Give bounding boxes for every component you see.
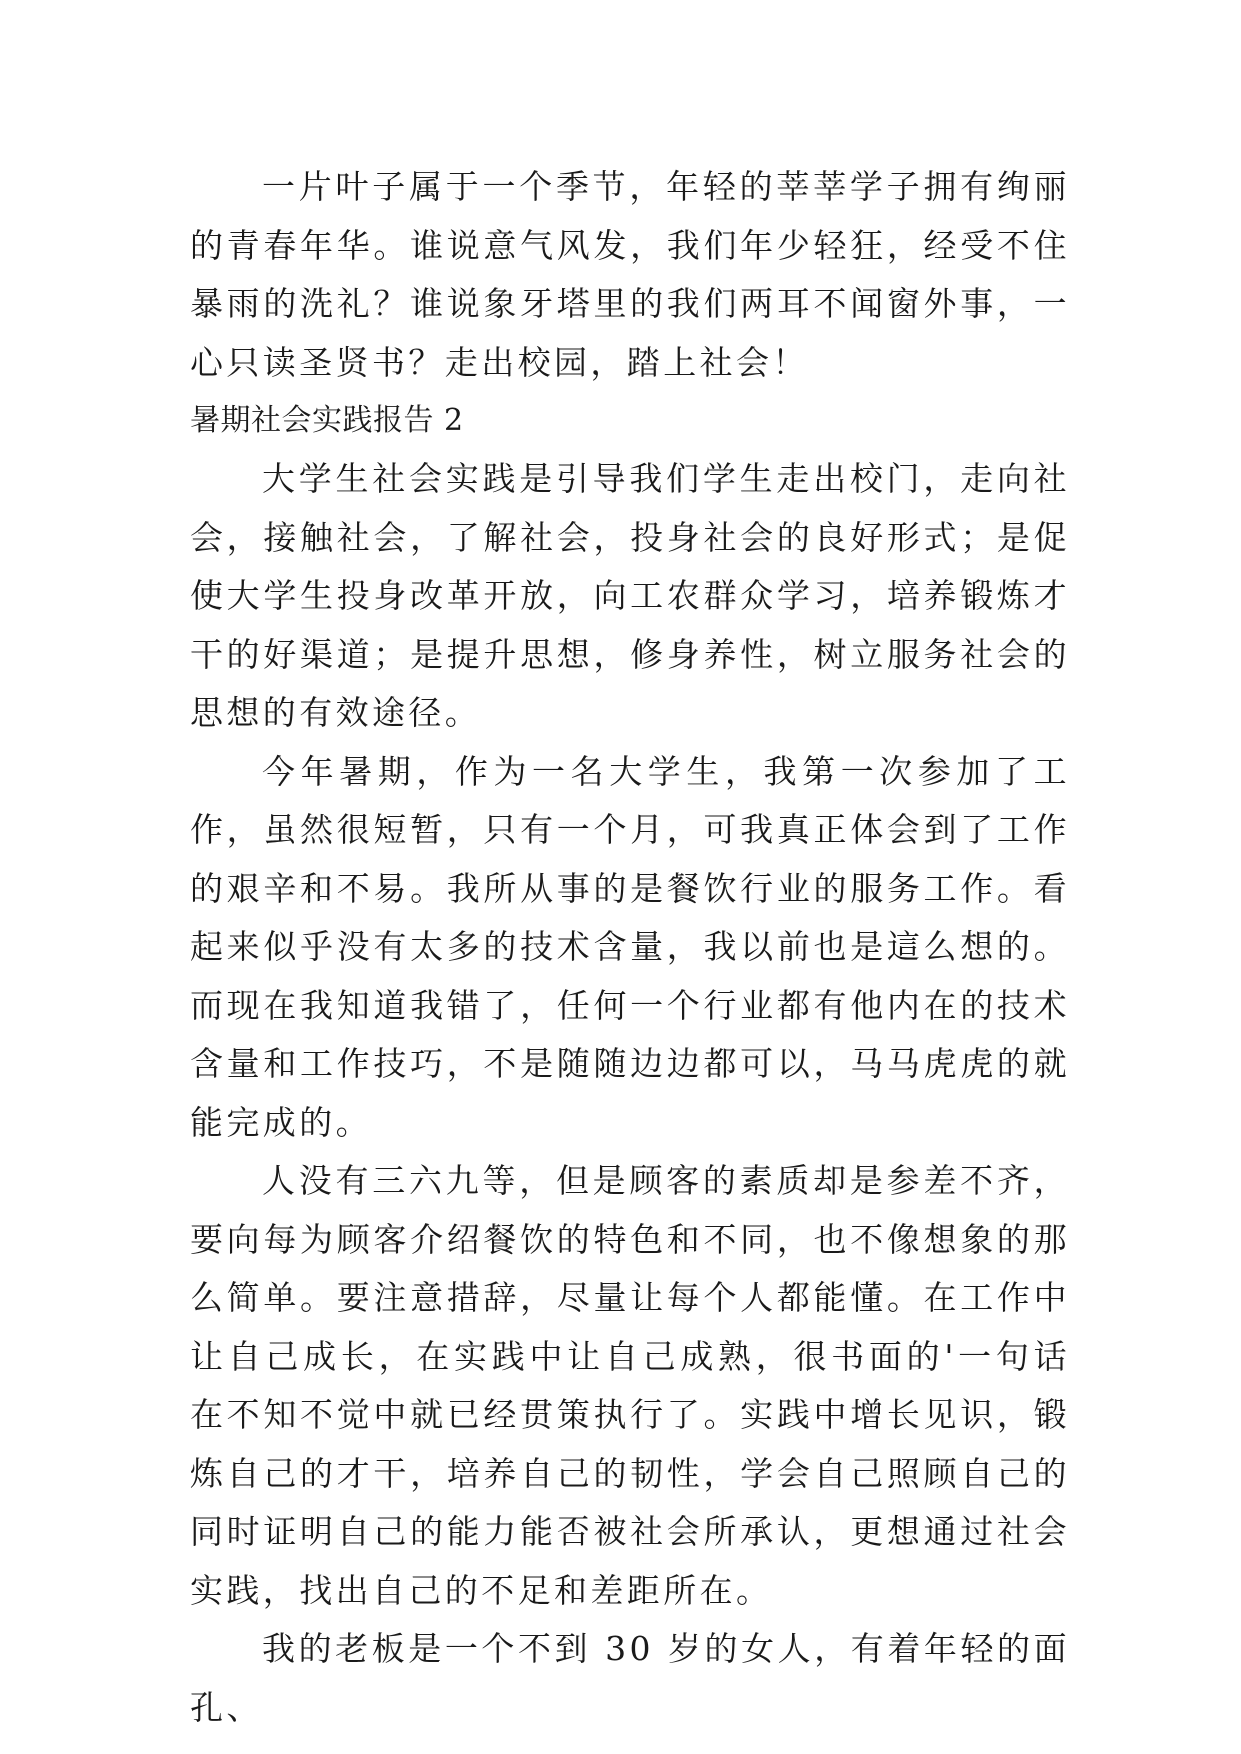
section-title: 暑期社会实践报告 2 (190, 403, 464, 438)
paragraph-2: 今年暑期，作为一名大学生，我第一次参加了工作，虽然很短暂，只有一个月，可我真正体会到了工作的艰辛和不易。我所从事的是餐饮行业的服务工作。看起来似乎没有太多的技术含量，我以前也是這么想的。而现在我知道我错了，任何一个行业都有他内在的技术含量和工作技巧，不是随随边边都可以，马马虎虎的就能完成的。 (190, 751, 1070, 1142)
intro-paragraph: 一片叶子属于一个季节，年轻的莘莘学子拥有绚丽的青春年华。谁说意气风发，我们年少轻狂，经受不住暴雨的洗礼？谁说象牙塔里的我们两耳不闻窗外事，一心只读圣贤书？走出校园，踏上社会！ (190, 167, 1070, 382)
paragraph-4: 我的老板是一个不到 30 岁的女人，有着年轻的面孔、 (190, 1629, 1070, 1727)
document-page (190, 158, 1070, 1737)
paragraph-3: 人没有三六九等，但是顾客的素质却是参差不齐，要向每为顾客介绍餐饮的特色和不同，也不像想象的那么简单。要注意措辞，尽量让每个人都能懂。在工作中让自己成长，在实践中让自己成熟，很书面的'一句话在不知不觉中就已经贯策执行了。实践中增长见识，锻炼自己的才干，培养自己的韧性，学会自己照顾自己的同时证明自己的能力能否被社会所承认，更想通过社会实践，找出自己的不足和差距所在。 (190, 1161, 1070, 1610)
paragraph-1: 大学生社会实践是引导我们学生走出校门，走向社会，接触社会，了解社会，投身社会的良好形式；是促使大学生投身改革开放，向工农群众学习，培养锻炼才干的好渠道；是提升思想，修身养性，树立服务社会的思想的有效途径。 (190, 459, 1070, 732)
